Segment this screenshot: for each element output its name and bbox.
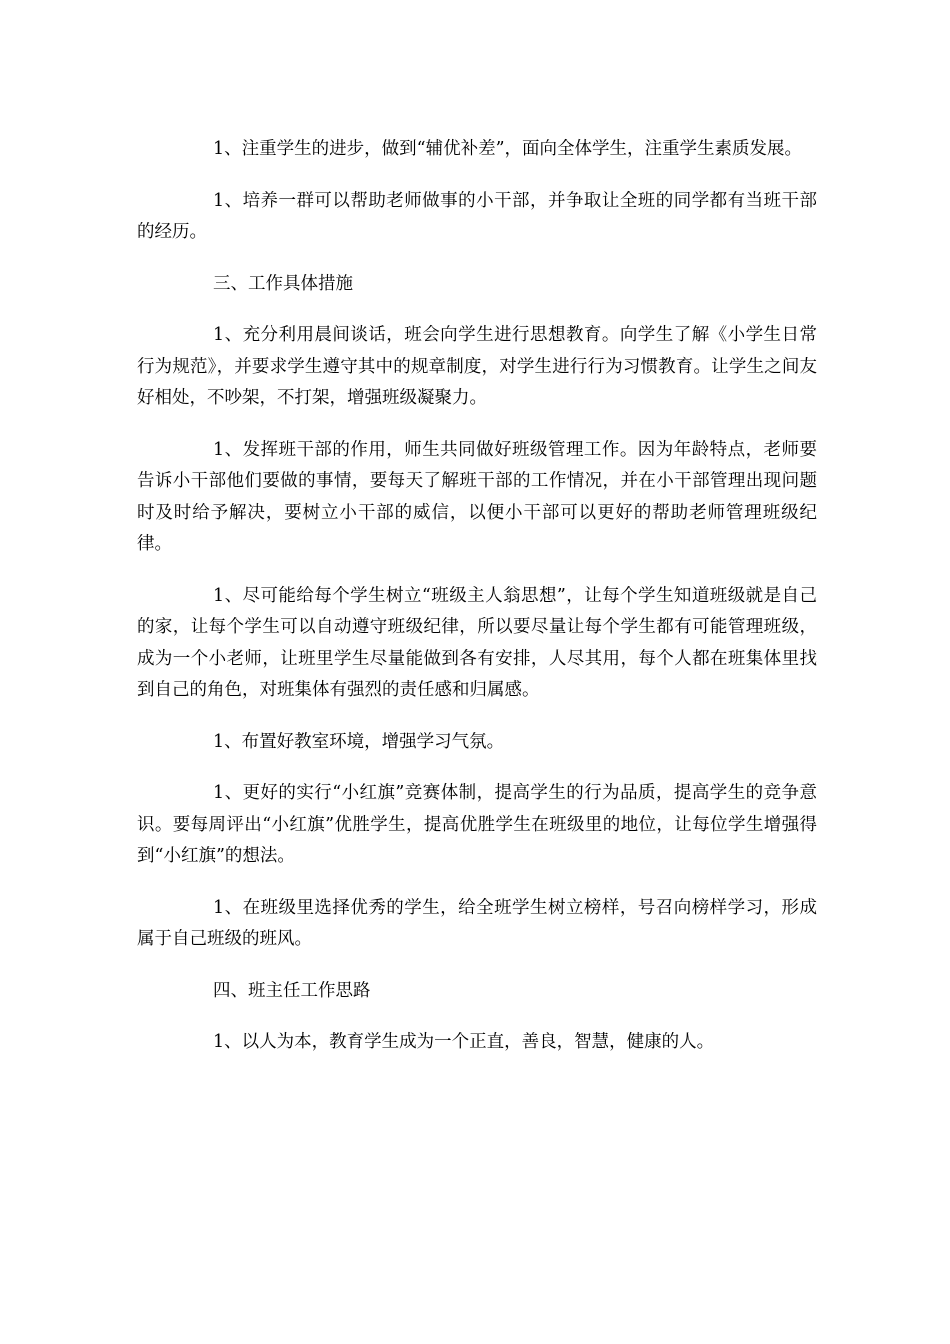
paragraph: 1、注重学生的进步，做到“辅优补差”，面向全体学生，注重学生素质发展。 xyxy=(213,139,803,159)
paragraph: 1、尽可能给每个学生树立“班级主人翁思想”，让每个学生知道班级就是自己的家，让每个学生可以自动遵守班级纪律，所以要尽量让每个学生都有可能管理班级，成为一个小老师，让班里学生尽量能做到各有安排，人尽其用，每个人都在班集体里找到自己的角色，对班集体有强烈的责任感和归属感。 xyxy=(137,585,817,700)
paragraph: 1、培养一群可以帮助老师做事的小干部，并争取让全班的同学都有当班干部的经历。 xyxy=(137,190,817,242)
paragraph: 1、发挥班干部的作用，师生共同做好班级管理工作。因为年龄特点，老师要告诉小干部他们要做的事情，要每天了解班干部的工作情况，并在小干部管理出现问题时及时给予解决，要树立小干部的威信，以便小干部可以更好的帮助老师管理班级纪律。 xyxy=(137,439,817,554)
document-body xyxy=(137,134,817,1079)
section-heading: 三、工作具体措施 xyxy=(213,273,353,294)
paragraph: 1、在班级里选择优秀的学生，给全班学生树立榜样，号召向榜样学习，形成属于自己班级的班风。 xyxy=(137,897,817,949)
paragraph: 1、布置好教室环境，增强学习气氛。 xyxy=(213,731,505,752)
section-heading: 四、班主任工作思路 xyxy=(213,980,371,1001)
paragraph: 1、充分利用晨间谈话，班会向学生进行思想教育。向学生了解《小学生日常行为规范》，并要求学生遵守其中的规章制度，对学生进行行为习惯教育。让学生之间友好相处，不吵架，不打架，增强班级凝聚力。 xyxy=(137,325,817,408)
paragraph: 1、以人为本，教育学生成为一个正直，善良，智慧，健康的人。 xyxy=(213,1032,715,1052)
paragraph: 1、更好的实行“小红旗”竞赛体制，提高学生的行为品质，提高学生的竞争意识。要每周评出“小红旗”优胜学生，提高优胜学生在班级里的地位，让每位学生增强得到“小红旗”的想法。 xyxy=(137,783,817,866)
